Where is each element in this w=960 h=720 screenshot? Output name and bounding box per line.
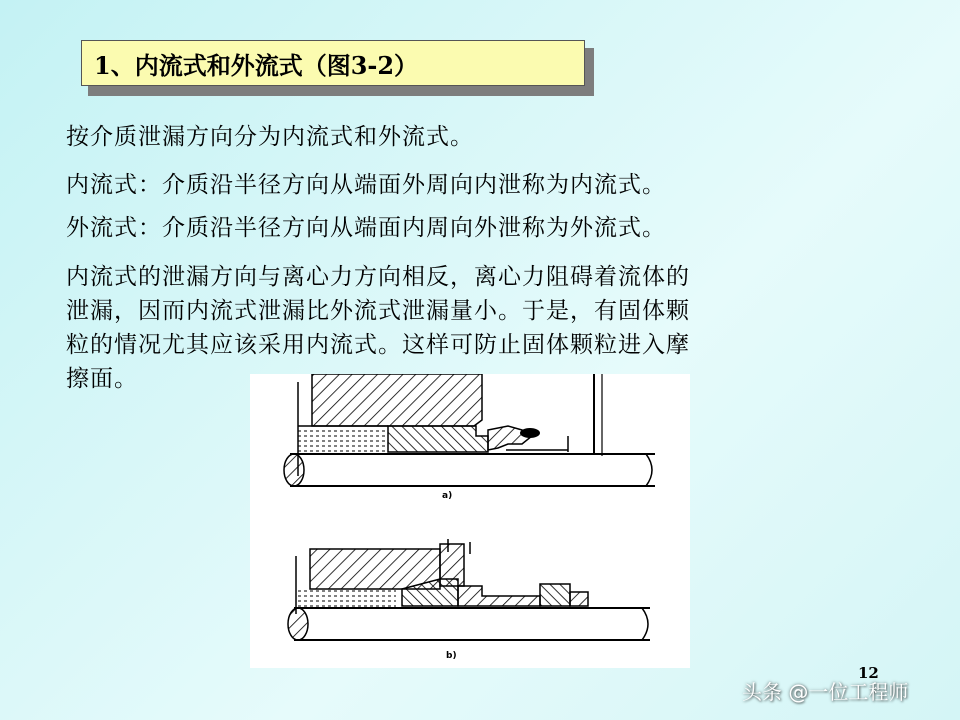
diagram-a xyxy=(284,374,655,501)
slide-title-box xyxy=(81,40,585,86)
inflow-definition: 内流式：介质沿半径方向从端面外周向内泄称为内流式。 xyxy=(66,172,666,198)
page-number: 12 xyxy=(858,664,879,682)
seal-diagram-figure xyxy=(250,374,690,668)
diagram-label-b: b) xyxy=(446,651,457,661)
intro-line: 按介质泄漏方向分为内流式和外流式。 xyxy=(66,124,474,150)
diagram-b xyxy=(288,539,650,661)
outflow-definition: 外流式：介质沿半径方向从端面内周向外泄称为外流式。 xyxy=(66,215,666,241)
diagram-label-a: a) xyxy=(442,491,453,501)
slide-title: 1、内流式和外流式（图3-2） xyxy=(94,50,419,80)
paragraph-line: 粒的情况尤其应该采用内流式。这样可防止固体颗粒进入摩 xyxy=(66,332,690,358)
paragraph-line: 内流式的泄漏方向与离心力方向相反，离心力阻碍着流体的 xyxy=(66,264,690,290)
seal-diagram xyxy=(250,374,690,668)
watermark: 头条 @一位工程师 xyxy=(742,680,909,704)
paragraph-line: 擦面。 xyxy=(66,366,138,392)
paragraph-line: 泄漏，因而内流式泄漏比外流式泄漏量小。于是，有固体颗 xyxy=(66,298,690,324)
